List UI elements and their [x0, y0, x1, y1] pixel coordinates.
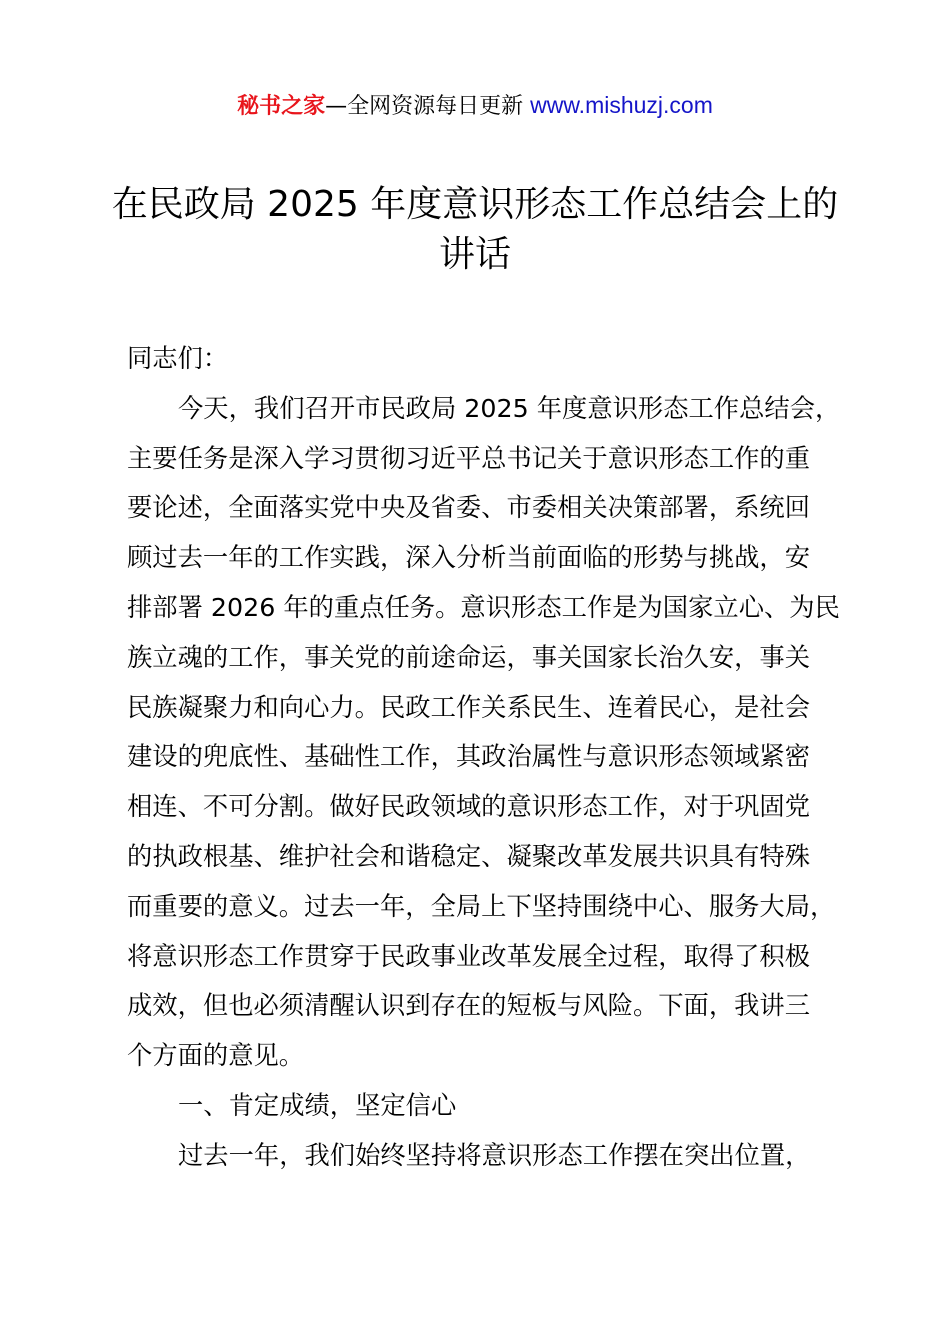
paragraph-line: 族立魂的工作，事关党的前途命运，事关国家长治久安，事关 — [127, 642, 811, 672]
section-heading: 一、肯定成绩，坚定信心 — [178, 1090, 457, 1120]
paragraph-line: 要论述，全面落实党中央及省委、市委相关决策部署，系统回 — [127, 493, 811, 523]
paragraph-line: 主要任务是深入学习贯彻习近平总书记关于意识形态工作的重 — [127, 443, 811, 473]
title-line-1: 在民政局 2025 年度意识形态工作总结会上的 — [111, 184, 839, 225]
paragraph-line: 的执政根基、维护社会和谐稳定、凝聚改革发展共识具有特殊 — [127, 841, 811, 871]
paragraph-line: 顾过去一年的工作实践，深入分析当前面临的形势与挑战，安 — [127, 543, 811, 573]
site-url-link[interactable]: www.mishuzj.com — [530, 92, 713, 118]
paragraph-line: 成效，但也必须清醒认识到存在的短板与风险。下面，我讲三 — [127, 991, 811, 1021]
paragraph-line: 建设的兜底性、基础性工作，其政治属性与意识形态领域紧密 — [127, 742, 811, 772]
header-slogan: —全网资源每日更新 — [325, 94, 524, 119]
paragraph-line: 民族凝聚力和向心力。民政工作关系民生、连着民心，是社会 — [127, 692, 811, 722]
site-header — [0, 88, 950, 124]
paragraph-line: 过去一年，我们始终坚持将意识形态工作摆在突出位置， — [178, 1140, 811, 1170]
document-title — [110, 180, 840, 280]
paragraph-line: 个方面的意见。 — [127, 1041, 305, 1071]
paragraph-line: 相连、不可分割。做好民政领域的意识形态工作，对于巩固党 — [127, 792, 811, 822]
document-body — [127, 334, 839, 1181]
paragraph-line: 排部署 2026 年的重点任务。意识形态工作是为国家立心、为民 — [127, 592, 840, 622]
title-line-2: 讲话 — [438, 234, 511, 275]
paragraph-line: 将意识形态工作贯穿于民政事业改革发展全过程，取得了积极 — [127, 941, 811, 971]
salutation: 同志们： — [127, 344, 229, 373]
paragraph-line: 今天，我们召开市民政局 2025 年度意识形态工作总结会， — [178, 393, 841, 423]
paragraph-line: 而重要的意义。过去一年，全局上下坚持围绕中心、服务大局， — [127, 891, 836, 921]
brand-name: 秘书之家 — [237, 94, 326, 119]
